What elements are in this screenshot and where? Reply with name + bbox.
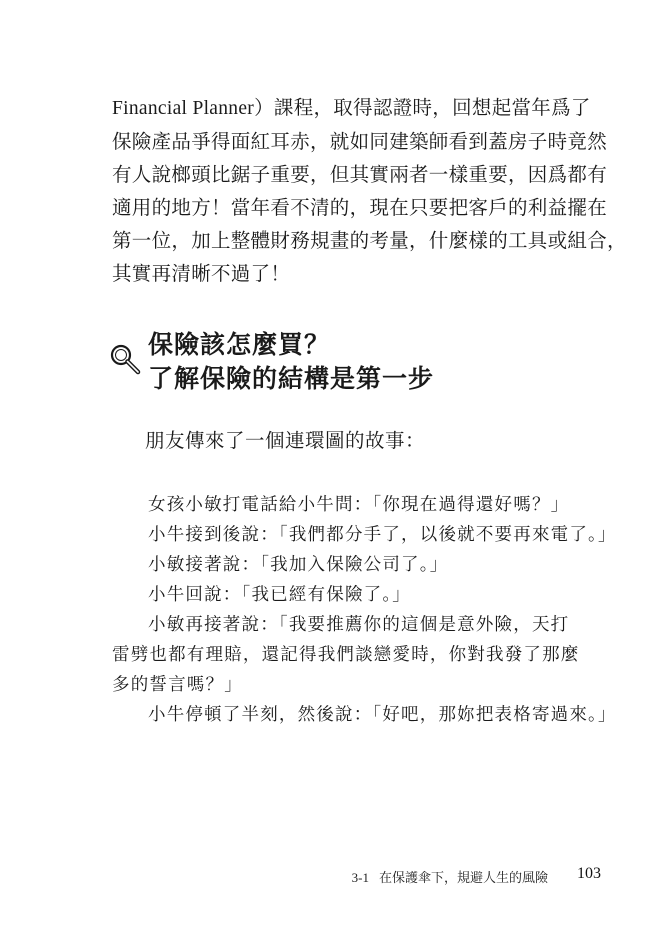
running-footer [352, 867, 548, 886]
dialogue-line: 多的誓言嗎？」 [112, 675, 243, 695]
intro-line: 保險產品爭得面紅耳赤，就如同建築師看到蓋房子時竟然 [112, 130, 608, 153]
dialogue-line: 女孩小敏打電話給小牛問：「你現在過得還好嗎？」 [148, 495, 570, 515]
intro-line: 適用的地方！當年看不清的，現在只要把客戶的利益擺在 [112, 196, 608, 219]
lead-sentence: 朋友傳來了一個連環圖的故事： [145, 429, 426, 452]
intro-line: 第一位，加上整體財務規畫的考量，什麼樣的工具或組合， [112, 229, 627, 252]
heading-title: 保險該怎麼買？ [148, 330, 331, 359]
heading-subtitle: 了解保險的結構是第一步 [148, 364, 435, 393]
magnifying-glass-icon [108, 342, 142, 376]
intro-line: 有人說榔頭比鋸子重要，但其實兩者一樣重要，因爲都有 [112, 163, 608, 186]
intro-line: Financial Planner）課程，取得認證時，回想起當年爲了 [112, 98, 591, 119]
section-title: 在保護傘下，規避人生的風險 [378, 871, 548, 886]
dialogue-line: 小牛停頓了半刻，然後說：「好吧，那妳把表格寄過來。」 [148, 705, 617, 725]
dialogue-line: 雷劈也都有理賠，還記得我們談戀愛時，你對我發了那麼 [112, 645, 580, 665]
dialogue-line: 小敏再接著說：「我要推薦你的這個是意外險，天打 [148, 615, 570, 635]
dialogue-block [112, 490, 617, 730]
section-number: 3-1 [351, 870, 369, 885]
page-footer [0, 865, 663, 889]
dialogue-line: 小牛接到後說：「我們都分手了，以後就不要再來電了。」 [148, 525, 617, 545]
dialogue-line: 小敏接著說：「我加入保險公司了。」 [148, 555, 449, 575]
intro-line: 其實再清晰不過了！ [112, 262, 291, 285]
dialogue-line: 小牛回說：「我已經有保險了。」 [148, 585, 411, 605]
page-number: 103 [577, 865, 601, 882]
intro-paragraph [112, 92, 627, 290]
